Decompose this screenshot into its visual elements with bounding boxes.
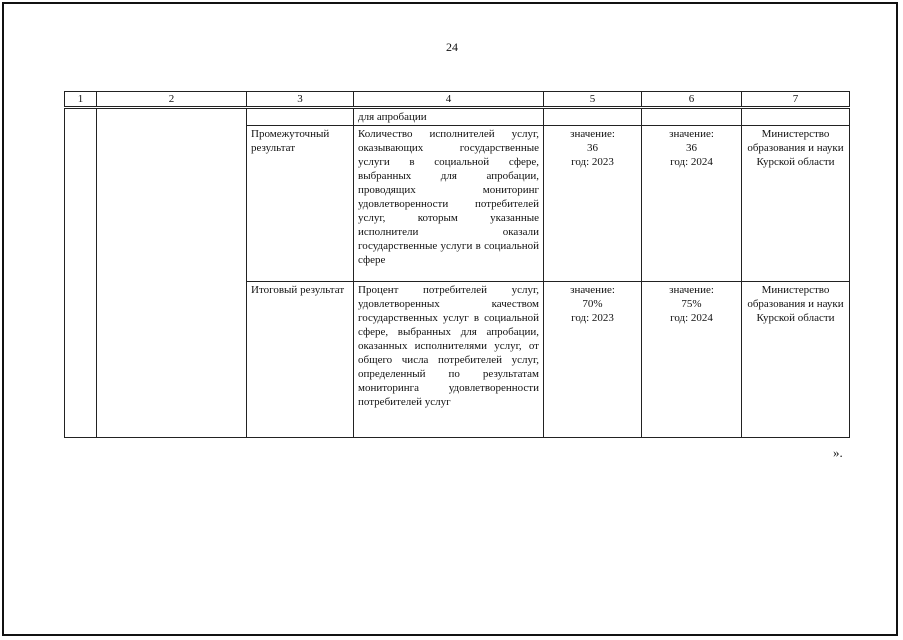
value-label: значение: xyxy=(570,284,615,296)
cell-col-1-empty xyxy=(65,108,97,438)
result-type: Итоговый результат xyxy=(247,282,354,438)
cell-col-2-empty xyxy=(97,108,247,438)
planned-value-2023 xyxy=(544,126,642,282)
indicator-text: Количество исполнителей услуг, оказывающих государственные услуги в социальной сфере, выбранных для апробации, проводящих мониторинг удовлетворенности потребителей услуг, которым указанные исполнители оказали государственные услуги в социальной сфере xyxy=(354,126,544,282)
value-year: год: 2023 xyxy=(571,156,614,168)
responsible-org: Министерство образования и науки Курской области xyxy=(742,126,850,282)
header-col-6: 6 xyxy=(642,92,742,108)
value-label: значение: xyxy=(669,284,714,296)
results-table xyxy=(64,91,850,438)
header-col-5: 5 xyxy=(544,92,642,108)
header-col-7: 7 xyxy=(742,92,850,108)
page-number: 24 xyxy=(446,40,458,54)
cell-col-3-empty xyxy=(247,108,354,126)
header-row xyxy=(65,92,850,108)
value-number: 36 xyxy=(686,142,697,154)
result-type: Промежуточный результат xyxy=(247,126,354,282)
value-number: 36 xyxy=(587,142,598,154)
closing-quote: ». xyxy=(833,445,843,460)
continuation-row xyxy=(65,108,850,126)
value-number: 75% xyxy=(681,298,702,310)
responsible-org: Министерство образования и науки Курской области xyxy=(742,282,850,438)
value-label: значение: xyxy=(570,128,615,140)
value-year: год: 2023 xyxy=(571,312,614,324)
value-number: 70% xyxy=(582,298,603,310)
header-col-4: 4 xyxy=(354,92,544,108)
value-year: год: 2024 xyxy=(670,312,713,324)
value-label: значение: xyxy=(669,128,714,140)
planned-value-2024 xyxy=(642,282,742,438)
header-col-3: 3 xyxy=(247,92,354,108)
value-year: год: 2024 xyxy=(670,156,713,168)
planned-value-2024 xyxy=(642,126,742,282)
continuation-text: для апробации xyxy=(354,108,544,126)
document-page xyxy=(2,2,898,636)
header-col-2: 2 xyxy=(97,92,247,108)
planned-value-2023 xyxy=(544,282,642,438)
indicator-text: Процент потребителей услуг, удовлетворенных качеством государственных услуг в социальной сфере, выбранных для апробации, оказанных исполнителями услуг, от общего числа потребителей услуг, определенный по результатам мониторинга удовлетворенности потребителей услуг xyxy=(354,282,544,438)
header-col-1: 1 xyxy=(65,92,97,108)
